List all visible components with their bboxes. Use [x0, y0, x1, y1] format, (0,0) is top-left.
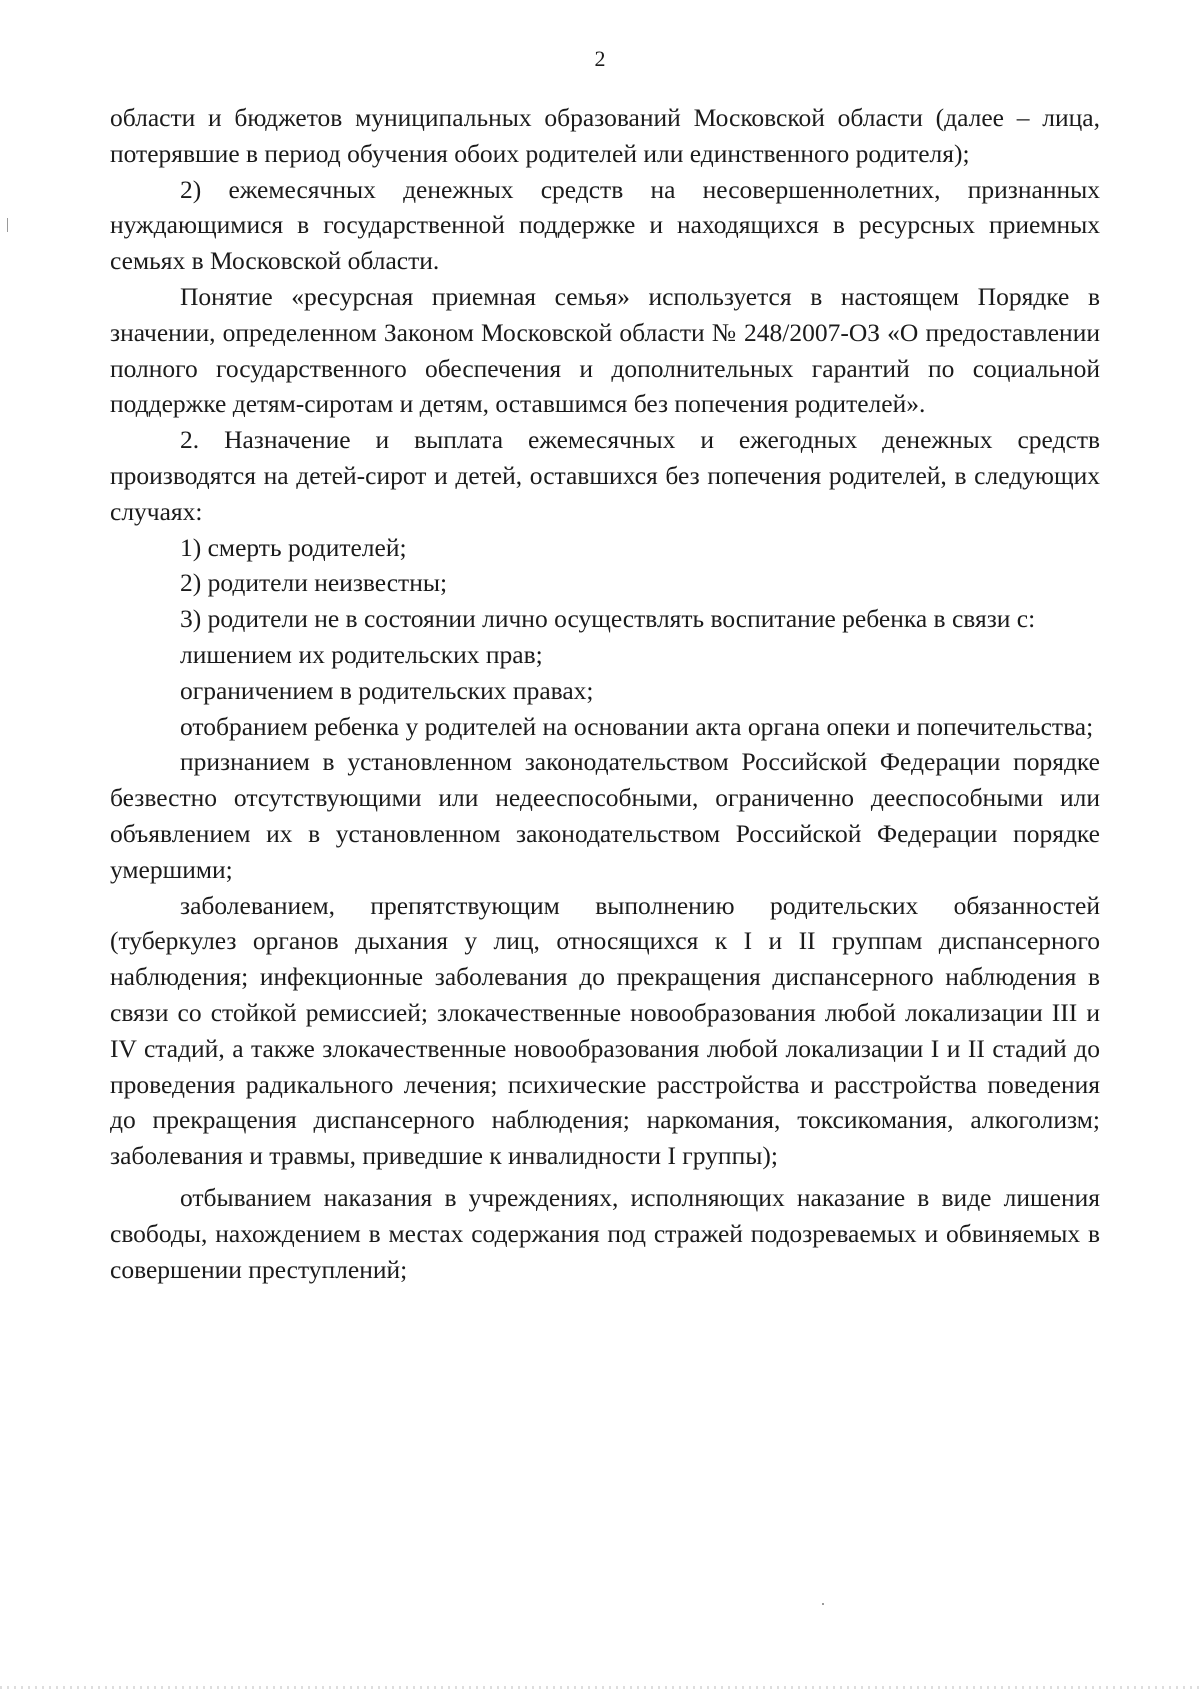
- paragraph-section-2: 2. Назначение и выплата ежемесячных и ежегодных денежных средств производятся на детей-сирот и детей, оставшихся без попечения родителей, в следующих случаях:: [110, 425, 1100, 526]
- page-number: 2: [594, 46, 606, 71]
- paragraph-definition: Понятие «ресурсная приемная семья» используется в настоящем Порядке в значении, определенном Законом Московской области № 248/2007-ОЗ «О предоставлении полного государственного обеспечения и дополнительных гарантий по социальной поддержке детям-сиротам и детям, оставшимся без попечения родителей».: [110, 281, 1100, 419]
- sub-item-disease: заболеванием, препятствующим выполнению родительских обязанностей (туберкулез органов дыхания у лиц, относящихся к I и II группам диспансерного наблюдения; инфекционные заболевания до прекращения диспансерного наблюдения в связи со стойкой ремиссией; злокачественные новообразования любой локализации III и IV стадий, а также злокачественные новообразования любой локализации I и II стадий до проведения радикального лечения; психические расстройства и расстройства поведения до прекращения диспансерного наблюдения; наркомания, токсикомания, алкоголизм; заболевания и травмы, приведшие к инвалидности I группы);: [110, 890, 1100, 1171]
- sub-item-removal: отобранием ребенка у родителей на основании акта органа опеки и попечительства;: [180, 711, 1094, 741]
- scan-edge-mark: [7, 218, 8, 232]
- list-item-2: 2) родители неизвестны;: [180, 568, 448, 598]
- paragraph-continuation: области и бюджетов муниципальных образований Московской области (далее – лица, потерявшие в период обучения обоих родителей или единственного родителя);: [110, 103, 1100, 168]
- list-item-1: 1) смерть родителей;: [180, 532, 407, 562]
- scan-noise-line: [0, 1686, 1200, 1689]
- sub-item-deprivation: лишением их родительских прав;: [180, 639, 543, 669]
- sub-item-recognition: признанием в установленном законодательством Российской Федерации порядке безвестно отсутствующими или недееспособными, ограниченно дееспособными или объявлением их в установленном законодательством Российской Федерации порядке умершими;: [110, 747, 1100, 884]
- sub-item-imprisonment: отбыванием наказания в учреждениях, исполняющих наказание в виде лишения свободы, нахождением в местах содержания под стражей подозреваемых и обвиняемых в совершении преступлений;: [110, 1182, 1100, 1284]
- document-body: [110, 100, 1100, 1287]
- scan-speck: [822, 1603, 824, 1605]
- sub-item-restriction: ограничением в родительских правах;: [180, 675, 594, 705]
- list-item-3: 3) родители не в состоянии лично осуществлять воспитание ребенка в связи с:: [180, 604, 1036, 634]
- paragraph-item-2: 2) ежемесячных денежных средств на несовершеннолетних, признанных нуждающимися в государственной поддержке и находящихся в ресурсных приемных семьях в Московской области.: [110, 174, 1100, 276]
